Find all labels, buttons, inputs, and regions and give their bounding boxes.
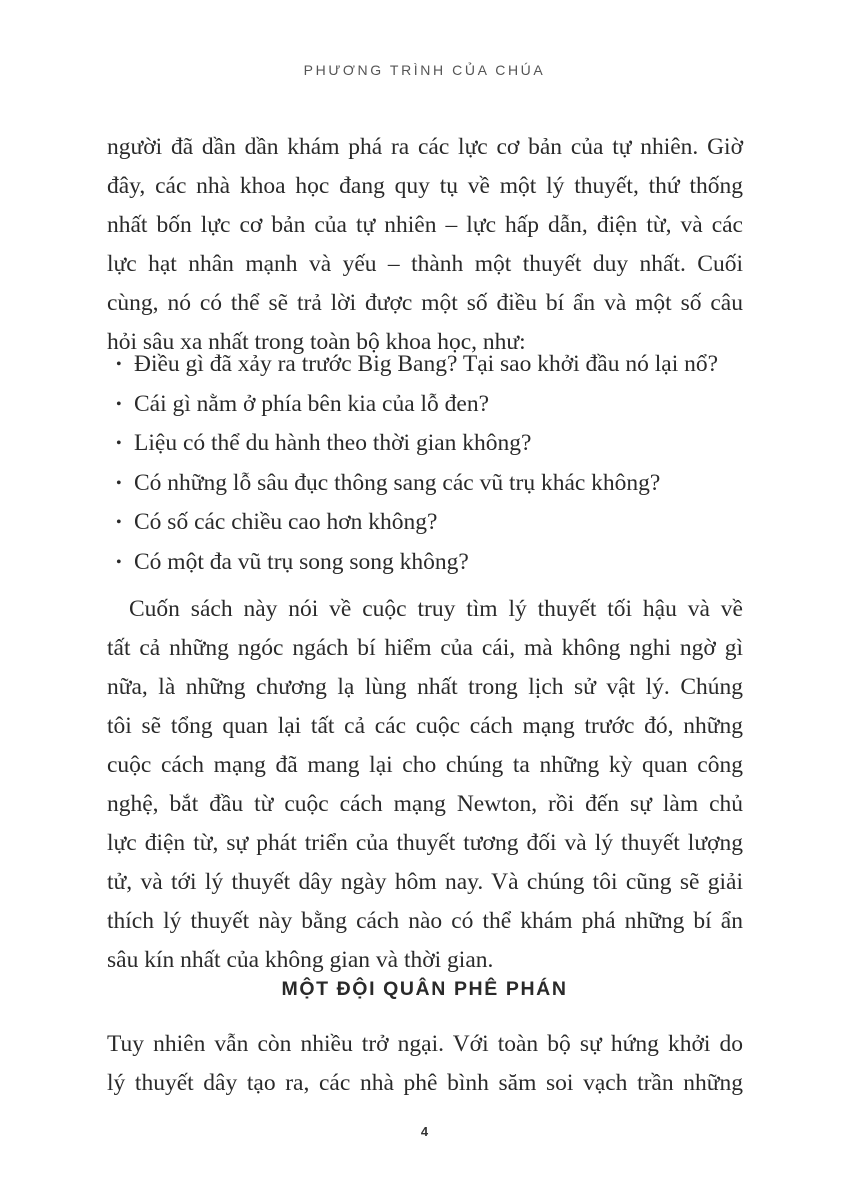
list-item [116, 503, 756, 543]
question-text: Cái gì nằm ở phía bên kia của lỗ đen? [134, 390, 490, 417]
running-head: PHƯƠNG TRÌNH CỦA CHÚA [303, 62, 546, 78]
text-line: lực hạt nhân mạnh và yếu – thành một thuyết duy nhất. Cuối [107, 251, 743, 277]
text-line: đây, các nhà khoa học đang quy tụ về một lý thuyết, thứ thống [107, 173, 743, 199]
text-line: tất cả những ngóc ngách bí hiểm của cái, mà không nghi ngờ gì [107, 635, 743, 661]
text-line: nghệ, bắt đầu từ cuộc cách mạng Newton, rồi đến sự làm chủ [107, 791, 743, 817]
text-line: Tuy nhiên vẫn còn nhiều trở ngại. Với toàn bộ sự hứng khởi do [107, 1031, 743, 1057]
question-text: Có số các chiều cao hơn không? [134, 509, 438, 535]
text-line: hỏi sâu xa nhất trong toàn bộ khoa học, như: [107, 329, 526, 355]
text-line: nữa, là những chương lạ lùng nhất trong lịch sử vật lý. Chúng [107, 674, 743, 700]
question-text: Có những lỗ sâu đục thông sang các vũ trụ khác không? [134, 469, 661, 496]
paragraph-critics [107, 1025, 743, 1103]
bullet-icon: • [116, 474, 122, 492]
text-line: lý thuyết dây tạo ra, các nhà phê bình săm soi vạch trần những [107, 1070, 743, 1096]
list-item [116, 385, 756, 425]
bullet-icon: • [116, 553, 122, 571]
list-item [116, 543, 756, 583]
text-line: sâu kín nhất của không gian và thời gian. [107, 947, 494, 973]
text-line: tôi sẽ tổng quan lại tất cả các cuộc cách mạng trước đó, những [107, 713, 743, 739]
text-line: người đã dần dần khám phá ra các lực cơ bản của tự nhiên. Giờ [107, 134, 743, 160]
text-line: cùng, nó có thể sẽ trả lời được một số điều bí ẩn và một số câu [107, 290, 743, 316]
text-line: lực điện từ, sự phát triển của thuyết tương đối và lý thuyết lượng [107, 830, 743, 856]
text-line: Cuốn sách này nói về cuộc truy tìm lý thuyết tối hậu và về [129, 596, 743, 622]
section-heading: MỘT ĐỘI QUÂN PHÊ PHÁN [281, 978, 568, 1000]
bullet-icon: • [116, 514, 122, 531]
bullet-icon: • [116, 435, 122, 452]
page-number: 4 [420, 1124, 429, 1139]
text-line: thích lý thuyết này bằng cách nào có thể khám phá những bí ẩn [107, 908, 743, 934]
question-text: Điều gì đã xảy ra trước Big Bang? Tại sao khởi đầu nó lại nổ? [134, 351, 719, 377]
list-item [116, 345, 756, 385]
list-item [116, 464, 756, 504]
list-item [116, 424, 756, 464]
question-list [116, 345, 756, 582]
text-line: nhất bốn lực cơ bản của tự nhiên – lực hấp dẫn, điện từ, và các [107, 212, 743, 238]
question-text: Có một đa vũ trụ song song không? [134, 548, 469, 575]
text-line: cuộc cách mạng đã mang lại cho chúng ta những kỳ quan công [107, 752, 743, 778]
bullet-icon: • [116, 356, 122, 373]
bullet-icon: • [116, 395, 122, 413]
text-line: tử, và tới lý thuyết dây ngày hôm nay. Và chúng tôi cũng sẽ giải [107, 869, 743, 895]
question-text: Liệu có thể du hành theo thời gian không? [134, 430, 532, 456]
paragraph-book-summary [107, 590, 743, 980]
paragraph-intro [107, 128, 743, 362]
